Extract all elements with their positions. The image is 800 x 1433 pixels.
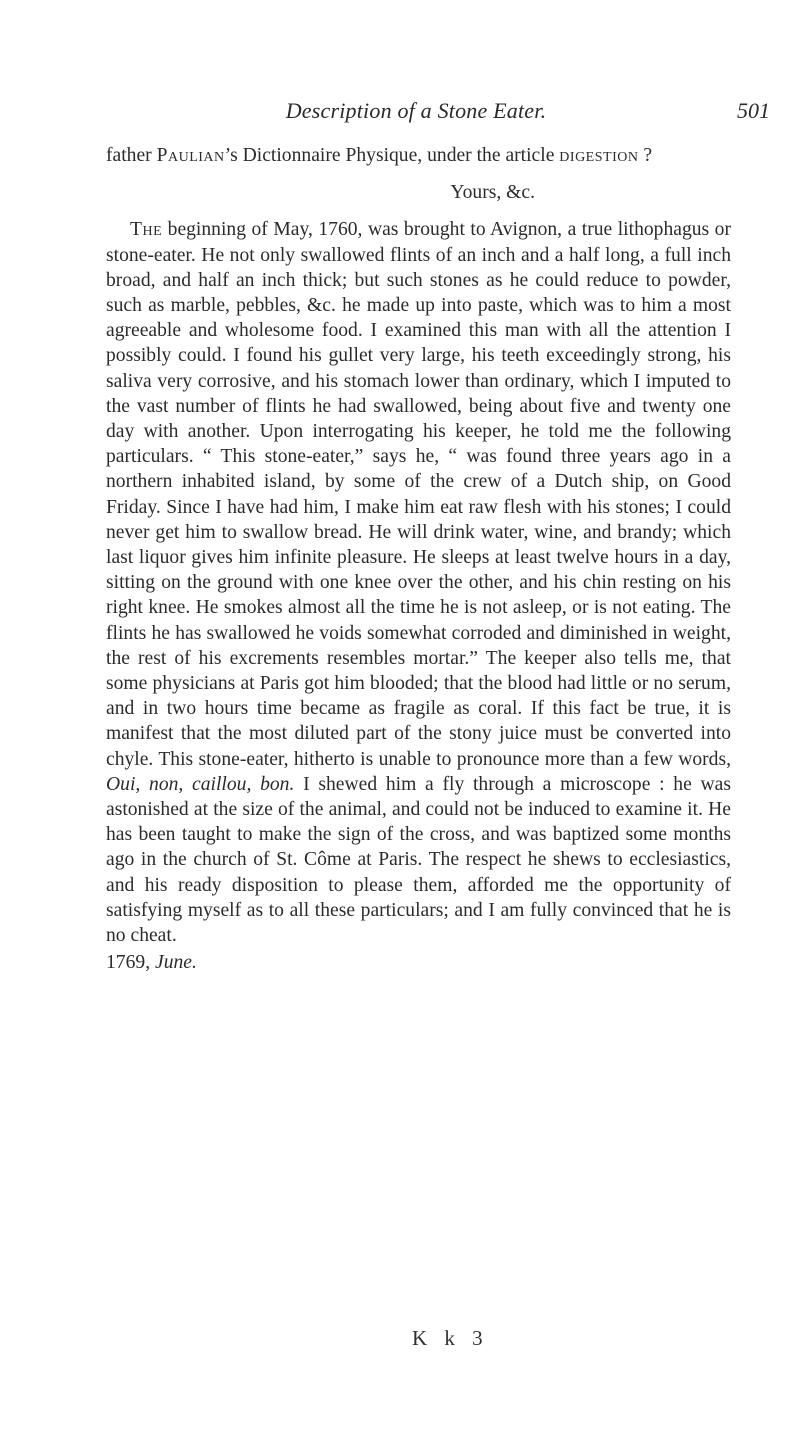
letter-signoff: Yours, &c. [450,182,535,204]
main-paragraph [106,217,731,948]
date-month: June. [155,952,197,974]
opening-rest: ’s Dictionnaire Physique, under the article [224,145,560,166]
opening-prefix: father [106,145,157,166]
paragraph-lead: The [130,219,163,241]
date-year: 1769, [106,952,151,974]
page-number: 501 [737,98,770,123]
body-text [106,143,731,976]
running-head-title: Description of a Stone Eater. [285,98,547,123]
opening-lines [106,143,731,168]
opening-end: ? [638,145,653,166]
signature-mark: K k 3 [412,1326,489,1350]
quoted-words: Oui, non, caillou, bon. [106,773,295,795]
article-name: digestion [559,145,639,166]
paragraph-text-2: I shewed him a fly through a microscope : he was astonished at the size of the animal, and could not be induced to examine it. He has been taught to make the sign of the cross, and was baptized some months ago in the church of St. Côme at Paris. The respect he shews to ecclesiastics, and his ready disposition to please them, afforded me the opportunity of satisfying myself as to all these particulars; and I am fully convinced that he is no cheat. [106,773,731,947]
running-head [62,98,770,128]
date-line [106,950,731,975]
author-name: Paulian [156,145,225,166]
paragraph-text-1: beginning of May, 1760, was brought to Avignon, a true lithophagus or stone-eater. He not only swallowed flints of an inch and a half long, a full inch broad, and half an inch thick; but such stones as he could reduce to powder, such as marble, pebbles, &c. he made up into paste, which was to him a most agreeable and wholesome food. I examined this man with all the attention I possibly could. I found his gullet very large, his teeth exceedingly strong, his saliva very corrosive, and his stomach lower than ordinary, which I imputed to the vast number of flints he had swallowed, being about five and twenty one day with another. Upon interrogating his keeper, he told me the following particulars. “ This stone-eater,” says he, “ was found three years ago in a northern inhabited island, by some of the crew of a Dutch ship, on Good Friday. Since I have had him, I make him eat raw flesh with his stones; I could never get him to swallow bread. He will drink water, wine, and brandy; which last liquor gives him infinite pleasure. He sleeps at least twelve hours in a day, sitting on the ground with one knee over the other, and his chin resting on his right knee. He smokes almost all the time he is not asleep, or is not eating. The flints he has swallowed he voids somewhat corroded and diminished in weight, the rest of his excrements resembles mortar.” The keeper also tells me, that some physicians at Paris got him blooded; that the blood had little or no serum, and in two hours time became as fragile as coral. If this fact be true, it is manifest that the most diluted part of the stony juice must be converted into chyle. This stone-eater, hitherto is unable to pronounce more than a few words, [106,219,731,770]
